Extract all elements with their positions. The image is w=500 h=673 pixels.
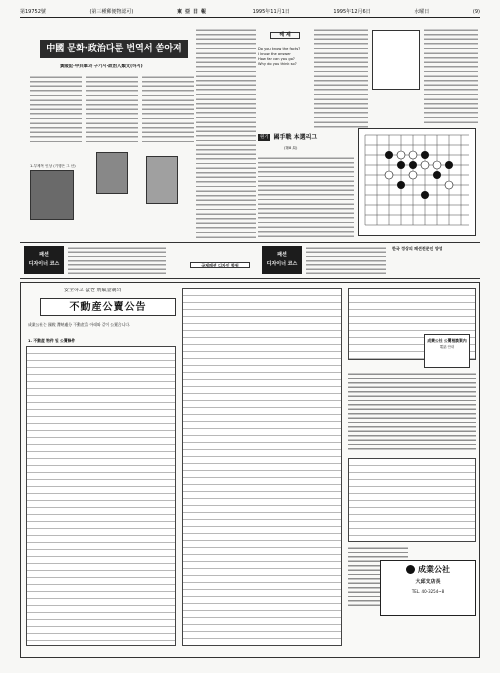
notice-intro: 成業公社는 國稅 滯納處分 不動産을 아래와 같이 公賣合니다. xyxy=(28,322,131,327)
fashion-ad-left-text: 패션 디자이너 코스 xyxy=(28,252,60,267)
consult-title: 成業公社 公賣相談案內 xyxy=(427,338,467,343)
notice-pre: 安全하고 값싼 刑賦金制의 xyxy=(64,288,122,293)
consult-note: 電話 안내 xyxy=(439,345,455,349)
ad-notice-right: 한국 정상의 패션전문인 양성 xyxy=(392,246,443,251)
go-sub: (第8 局) xyxy=(284,146,298,150)
page-header xyxy=(20,8,480,18)
book-cover-1 xyxy=(96,152,128,194)
fashion-ad-right xyxy=(262,246,302,274)
mail-note: (第三種郵便物認可) xyxy=(89,9,134,15)
paper-name: 東亞日報 xyxy=(176,9,209,15)
notice-section: 1. 不動産 物件 및 公賣條件 xyxy=(28,338,76,343)
issue-number: 第19752號 xyxy=(20,9,46,15)
subhead xyxy=(60,64,190,72)
article-column-2 xyxy=(86,75,138,145)
book-caption-text: 1-부제목 인상 (기행은 그 산) xyxy=(30,164,76,168)
cartoon-box xyxy=(372,30,420,90)
go-title: 國手戰 本選리그 xyxy=(273,133,318,141)
headline: 中國 문화·政治다룬 번역서 쏟아져 xyxy=(46,43,182,54)
fashion-ad-left xyxy=(24,246,64,274)
issuer-logo-row xyxy=(381,565,475,574)
company-logo-icon xyxy=(406,565,415,574)
ad-copy-right xyxy=(306,246,386,274)
go-badge: 원기 xyxy=(260,134,269,140)
notice-terms xyxy=(348,372,476,452)
ad-strip-top-rule xyxy=(20,242,480,243)
article-column-3 xyxy=(142,75,194,145)
headline-banner xyxy=(40,40,188,58)
quiz-item-4: Why do you think so? xyxy=(258,62,297,66)
ad-school-name: 국제패션 디자인 학원 xyxy=(190,262,250,268)
quiz-box xyxy=(258,30,312,126)
article-column-4 xyxy=(196,28,256,238)
issuer-tel: TEL. 40-3254~8 xyxy=(411,589,445,594)
go-board-diagram xyxy=(358,128,476,236)
ad-copy-left xyxy=(68,246,166,274)
quiz-title: 해 제 xyxy=(270,32,300,39)
weekday: 水曜日 xyxy=(414,9,430,15)
book-photo xyxy=(30,170,74,220)
go-column-header xyxy=(258,130,354,144)
go-board-svg xyxy=(359,129,475,235)
fashion-ad-right-text: 패션 디자이너 코스 xyxy=(266,252,298,267)
page-number: (9) xyxy=(472,9,480,15)
issuer-org-logo: 成業公社 xyxy=(418,564,450,574)
article-column-5 xyxy=(314,28,368,128)
notice-title: 不動産公賣公告 xyxy=(69,301,147,313)
quiz-item-2: I know the answer xyxy=(258,52,291,56)
ad-strip-bottom-rule xyxy=(20,278,480,279)
notice-title-box xyxy=(40,298,176,316)
quiz-item-1: Do you know the facts? xyxy=(258,47,301,51)
book-cover-2 xyxy=(146,156,178,204)
issuer-block xyxy=(380,560,476,616)
schedule-table xyxy=(348,458,476,542)
issuer-branch: 大邱支店長 xyxy=(415,579,441,585)
stamp-date: 1995年11月1日 xyxy=(252,9,290,15)
go-commentary xyxy=(258,156,354,240)
article-column-1 xyxy=(30,75,82,145)
article-column-6 xyxy=(424,28,478,124)
issue-date: 1995年12月6日 xyxy=(333,9,371,15)
listing-table-middle xyxy=(182,288,342,646)
subhead-text: 黃陵記·中共軍과 구기시·政治人類文(하지) xyxy=(60,64,143,69)
quiz-item-3: How far can you go? xyxy=(258,57,295,61)
consult-box xyxy=(424,334,470,368)
listing-table-left xyxy=(26,346,176,646)
